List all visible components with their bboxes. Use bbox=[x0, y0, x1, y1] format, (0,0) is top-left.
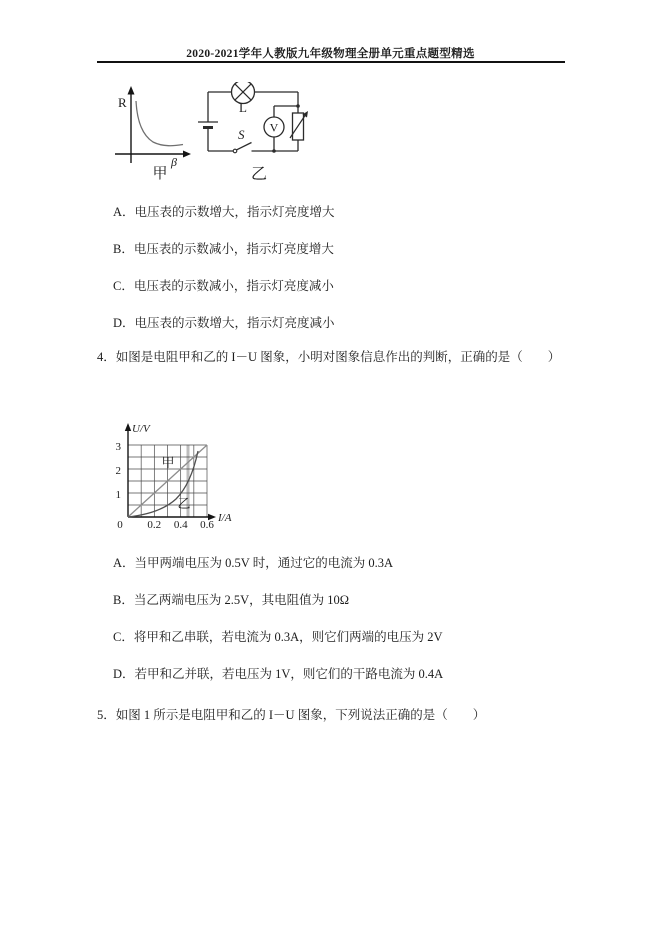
switch-label: S bbox=[238, 127, 245, 142]
voltmeter-label: V bbox=[269, 120, 279, 135]
q4-option-b: B．当乙两端电压为 2.5V，其电阻值为 10Ω bbox=[113, 593, 350, 607]
header-divider bbox=[97, 61, 565, 63]
series-yi-label: 乙 bbox=[177, 496, 191, 511]
q4-option-a: A．当甲两端电压为 0.5V 时，通过它的电流为 0.3A bbox=[113, 556, 393, 570]
x-axis-label: I/A bbox=[218, 512, 232, 524]
junction-dot bbox=[272, 149, 276, 153]
q5-stem: 5．如图 1 所示是电阻甲和乙的 I－U 图象，下列说法正确的是（ ） bbox=[97, 708, 486, 722]
y-tick-3: 3 bbox=[115, 441, 121, 453]
y-axis-arrow-icon bbox=[125, 423, 131, 431]
x-tick-04: 0.4 bbox=[173, 519, 188, 531]
figure-r-beta-graph bbox=[110, 85, 202, 185]
q3-option-a: A．电压表的示数增大，指示灯亮度增大 bbox=[113, 205, 335, 219]
y-axis-label: U/V bbox=[132, 423, 150, 435]
q3-option-d: D．电压表的示数增大，指示灯亮度减小 bbox=[113, 316, 335, 330]
q4-option-d: D．若甲和乙并联，若电压为 1V，则它们的干路电流为 0.4A bbox=[113, 667, 444, 681]
voltmeter-icon bbox=[264, 117, 284, 137]
y-tick-2: 2 bbox=[115, 465, 121, 477]
y-axis-arrow-icon bbox=[128, 86, 135, 95]
x-tick-06: 0.6 bbox=[200, 519, 214, 531]
junction-dot bbox=[296, 104, 300, 108]
y-axis-label: R bbox=[118, 95, 127, 110]
rheostat-icon bbox=[290, 111, 308, 140]
x-tick-02: 0.2 bbox=[147, 519, 162, 531]
figure-yi-caption: 乙 bbox=[250, 166, 268, 183]
figure-jia-caption: 甲 bbox=[152, 166, 168, 182]
battery-icon bbox=[198, 122, 218, 128]
y-tick-1: 1 bbox=[115, 489, 121, 501]
lamp-label: L bbox=[239, 100, 247, 115]
q3-option-c: C．电压表的示数减小，指示灯亮度减小 bbox=[113, 279, 334, 293]
figure-circuit-diagram bbox=[195, 82, 320, 184]
resistance-curve bbox=[136, 101, 183, 146]
q4-option-c: C．将甲和乙串联，若电流为 0.3A，则它们两端的电压为 2V bbox=[113, 630, 443, 644]
x-axis-label: β bbox=[171, 155, 177, 169]
q4-stem: 4．如图是电阻甲和乙的 I－U 图象，小明对图象信息作出的判断，正确的是（ ） bbox=[97, 350, 561, 364]
document-title: 2020-2021学年人教版九年级物理全册单元重点题型精选 bbox=[186, 48, 475, 60]
origin-label: 0 bbox=[117, 519, 123, 531]
series-jia-label: 甲 bbox=[161, 455, 175, 470]
x-axis-arrow-icon bbox=[183, 151, 191, 158]
figure-iu-graph bbox=[108, 420, 243, 535]
q3-option-b: B．电压表的示数减小，指示灯亮度增大 bbox=[113, 242, 334, 256]
switch-icon bbox=[233, 143, 251, 153]
